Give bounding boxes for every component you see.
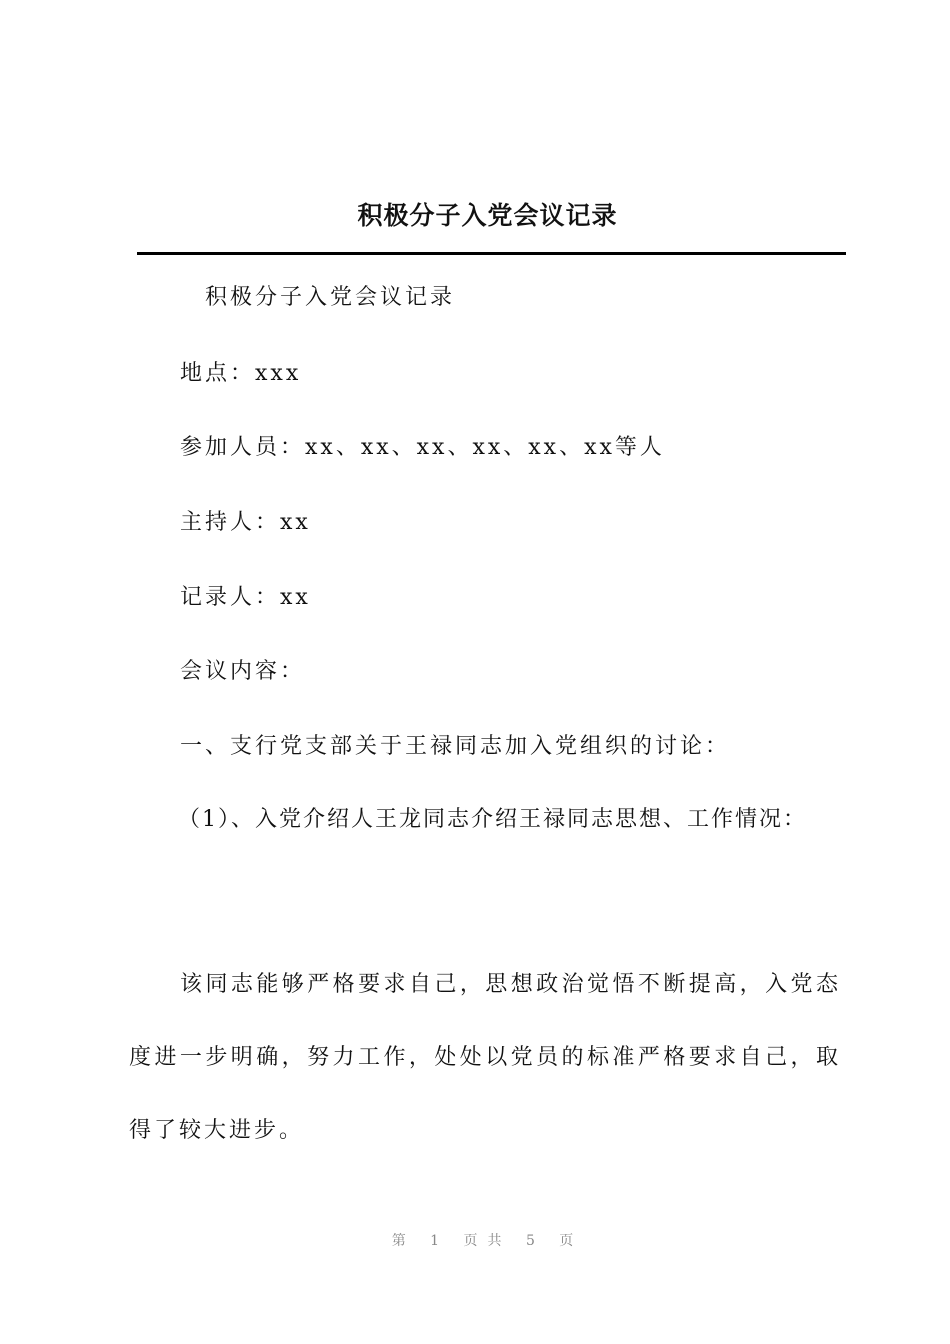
page-footer: 第 1 页共 5 页 <box>391 1233 584 1249</box>
title-rule <box>137 252 846 255</box>
section-heading: 一、支行党支部关于王禄同志加入党组织的讨论： <box>180 734 731 759</box>
location-line: 地点：xxx <box>180 361 302 386</box>
subtitle-line: 积极分子入党会议记录 <box>205 285 456 310</box>
body-paragraph: 该同志能够严格要求自己，思想政治觉悟不断提高，入党态度进一步明确，努力工作，处处以党员的标准严格要求自己，取得了较大进步。 <box>129 972 841 1143</box>
recorder-line: 记录人：xx <box>180 585 311 610</box>
host-line: 主持人：xx <box>180 510 311 535</box>
document-title: 积极分子入党会议记录 <box>357 201 618 230</box>
subsection-heading: （1）、入党介绍人王龙同志介绍王禄同志思想、工作情况： <box>178 807 807 832</box>
participants-line: 参加人员：xx、xx、xx、xx、xx、xx等人 <box>180 435 665 460</box>
content-heading: 会议内容： <box>180 659 306 684</box>
